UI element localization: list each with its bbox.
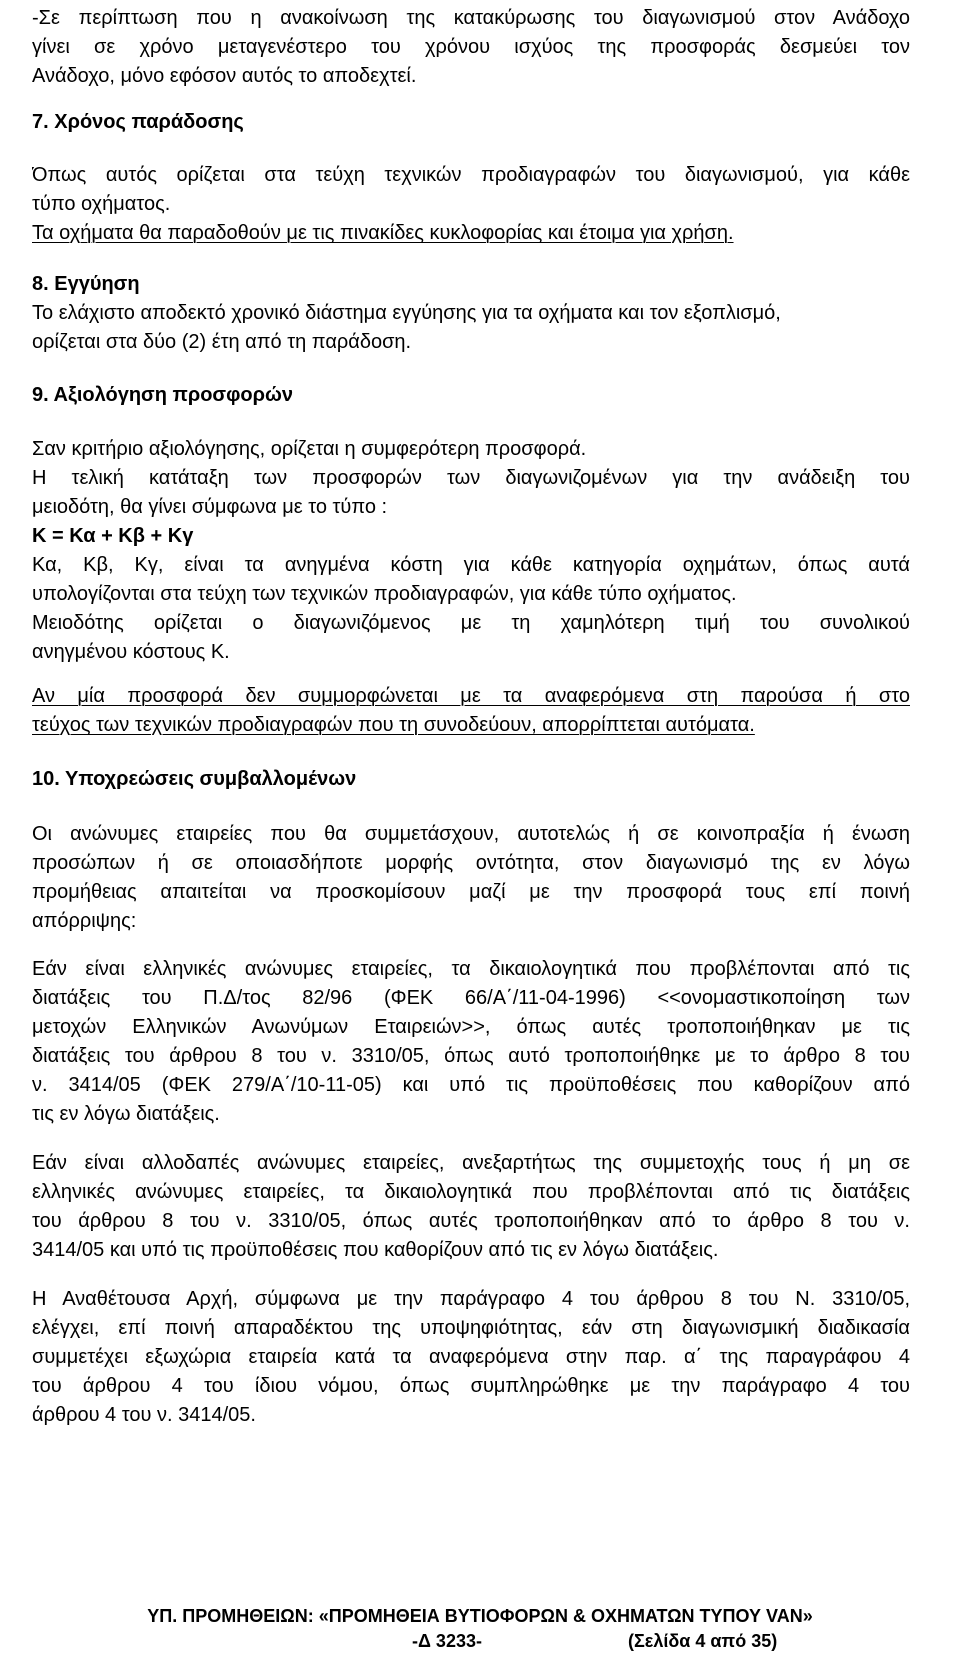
intro-paragraph [32, 4, 910, 91]
text-line: μετοχών Ελληνικών Ανωνύμων Εταιρειών>>, όπως αυτές τροποποιήθηκαν με τις [32, 1016, 910, 1038]
section-9-rejection-note [32, 682, 910, 740]
text-line: Το ελάχιστο αποδεκτό χρονικό διάστημα εγγύησης για τα οχήματα και τον εξοπλισμό, [32, 302, 781, 324]
text-line: -Σε περίπτωση που η ανακοίνωση της κατακύρωσης του διαγωνισμού στον Ανάδοχο [32, 7, 910, 29]
footer-page-number: (Σελίδα 4 από 35) [628, 1631, 778, 1651]
footer-document-code: -Δ 3233- [412, 1631, 482, 1651]
underlined-text-line: τεύχος των τεχνικών προδιαγραφών που τη συνοδεύουν, απορρίπτεται αυτόματα. [32, 714, 755, 736]
section-10-paragraph-3 [32, 1149, 910, 1265]
section-10-heading: 10. Υποχρεώσεις συμβαλλομένων [32, 768, 357, 790]
text-line: Η Αναθέτουσα Αρχή, σύμφωνα με την παράγραφο 4 του άρθρου 8 του Ν. 3310/05, [32, 1288, 910, 1310]
text-line: προμήθειας απαιτείται να προσκομίσουν μαζί με την προσφορά τους επί ποινή [32, 881, 910, 903]
underlined-text-line: Τα οχήματα θα παραδοθούν με τις πινακίδες κυκλοφορίας και έτοιμα για χρήση. [32, 222, 734, 244]
section-7-heading: 7. Χρόνος παράδοσης [32, 111, 244, 133]
text-line: Κα, Κβ, Κγ, είναι τα ανηγμένα κόστη για κάθε κατηγορία οχημάτων, όπως αυτά [32, 554, 910, 576]
text-line: μειοδότη, θα γίνει σύμφωνα με το τύπο : [32, 496, 388, 518]
text-line: Όπως αυτός ορίζεται στα τεύχη τεχνικών προδιαγραφών του διαγωνισμού, για κάθε [32, 164, 910, 186]
text-line: απόρριψης: [32, 910, 137, 932]
section-7 [32, 108, 910, 137]
text-line: Εάν είναι αλλοδαπές ανώνυμες εταιρείες, ανεξαρτήτως της συμμετοχής τους ή μη σε [32, 1152, 910, 1174]
text-line: Εάν είναι ελληνικές ανώνυμες εταιρείες, τα δικαιολογητικά που προβλέπονται από τις [32, 958, 910, 980]
text-line: γίνει σε χρόνο μεταγενέστερο του χρόνου ισχύος της προσφοράς δεσμεύει τον [32, 36, 910, 58]
text-line: Οι ανώνυμες εταιρείες που θα συμμετάσχουν, αυτοτελώς ή σε κοινοπραξία ή ένωση [32, 823, 910, 845]
text-line: ν. 3414/05 (ΦΕΚ 279/Α΄/10-11-05) και υπό τις προϋποθέσεις που καθορίζουν από [32, 1074, 910, 1096]
section-10-paragraph-1 [32, 820, 910, 936]
section-9-body [32, 435, 910, 667]
underlined-text-line: Αν μία προσφορά δεν συμμορφώνεται με τα αναφερόμενα στη παρούσα ή στο [32, 685, 910, 707]
section-9-heading: 9. Αξιολόγηση προσφορών [32, 384, 294, 406]
section-10-paragraph-4 [32, 1285, 910, 1430]
text-line: ελέγχει, επί ποινή απαραδέκτου της υποψηφιότητας, εάν στη διαγωνισμική διαδικασία [32, 1317, 910, 1339]
text-line: άρθρου 4 του ν. 3414/05. [32, 1404, 256, 1426]
text-line: υπολογίζονται στα τεύχη των τεχνικών προδιαγραφών, για κάθε τύπο οχήματος. [32, 583, 737, 605]
section-10 [32, 765, 910, 794]
text-line: του άρθρου 4 του ίδιου νόμου, όπως συμπληρώθηκε με την παράγραφο 4 του [32, 1375, 910, 1397]
section-8 [32, 270, 910, 357]
text-line: διατάξεις του άρθρου 8 του ν. 3310/05, όπως αυτό τροποποιήθηκε με το άρθρο 8 του [32, 1045, 910, 1067]
section-7-body [32, 161, 910, 248]
text-line: ελληνικές ανώνυμες εταιρείες, τα δικαιολογητικά που προβλέπονται από τις διατάξεις [32, 1181, 910, 1203]
text-line: 3414/05 και υπό τις προϋποθέσεις που καθορίζουν από τις εν λόγω διατάξεις. [32, 1239, 719, 1261]
cost-formula: Κ = Κα + Κβ + Κγ [32, 525, 194, 547]
text-line: Σαν κριτήριο αξιολόγησης, ορίζεται η συμφερότερη προσφορά. [32, 438, 587, 460]
text-line: συμμετέχει εξωχώρια εταιρεία κατά τα αναφερόμενα στην παρ. α΄ της παραγράφου 4 [32, 1346, 910, 1368]
text-line: ορίζεται στα δύο (2) έτη από τη παράδοση. [32, 331, 412, 353]
footer-title: ΥΠ. ΠΡΟΜΗΘΕΙΩΝ: «ΠΡΟΜΗΘΕΙΑ ΒΥΤΙΟΦΟΡΩΝ & ΟΧΗΜΑΤΩΝ ΤΥΠΟΥ VAN» [147, 1606, 813, 1626]
text-line: Η τελική κατάταξη των προσφορών των διαγωνιζομένων για την ανάδειξη του [32, 467, 910, 489]
text-line: προσώπων ή σε οποιασδήποτε μορφής οντότητα, στον διαγωνισμό της εν λόγω [32, 852, 910, 874]
text-line: διατάξεις του Π.Δ/τος 82/96 (ΦΕΚ 66/Α΄/11-04-1996) <<ονομαστικοποίηση των [32, 987, 910, 1009]
text-line: τύπο οχήματος. [32, 193, 171, 215]
text-line: Μειοδότης ορίζεται ο διαγωνιζόμενος με τη χαμηλότερη τιμή του συνολικού [32, 612, 910, 634]
text-line: ανηγμένου κόστους Κ. [32, 641, 230, 663]
section-9 [32, 381, 910, 410]
section-10-paragraph-2 [32, 955, 910, 1129]
text-line: του άρθρου 8 του ν. 3310/05, όπως αυτές τροποποιήθηκαν από το άρθρο 8 του ν. [32, 1210, 910, 1232]
section-8-heading: 8. Εγγύηση [32, 273, 140, 295]
text-line: Ανάδοχο, μόνο εφόσον αυτός το αποδεχτεί. [32, 65, 417, 87]
text-line: τις εν λόγω διατάξεις. [32, 1103, 220, 1125]
